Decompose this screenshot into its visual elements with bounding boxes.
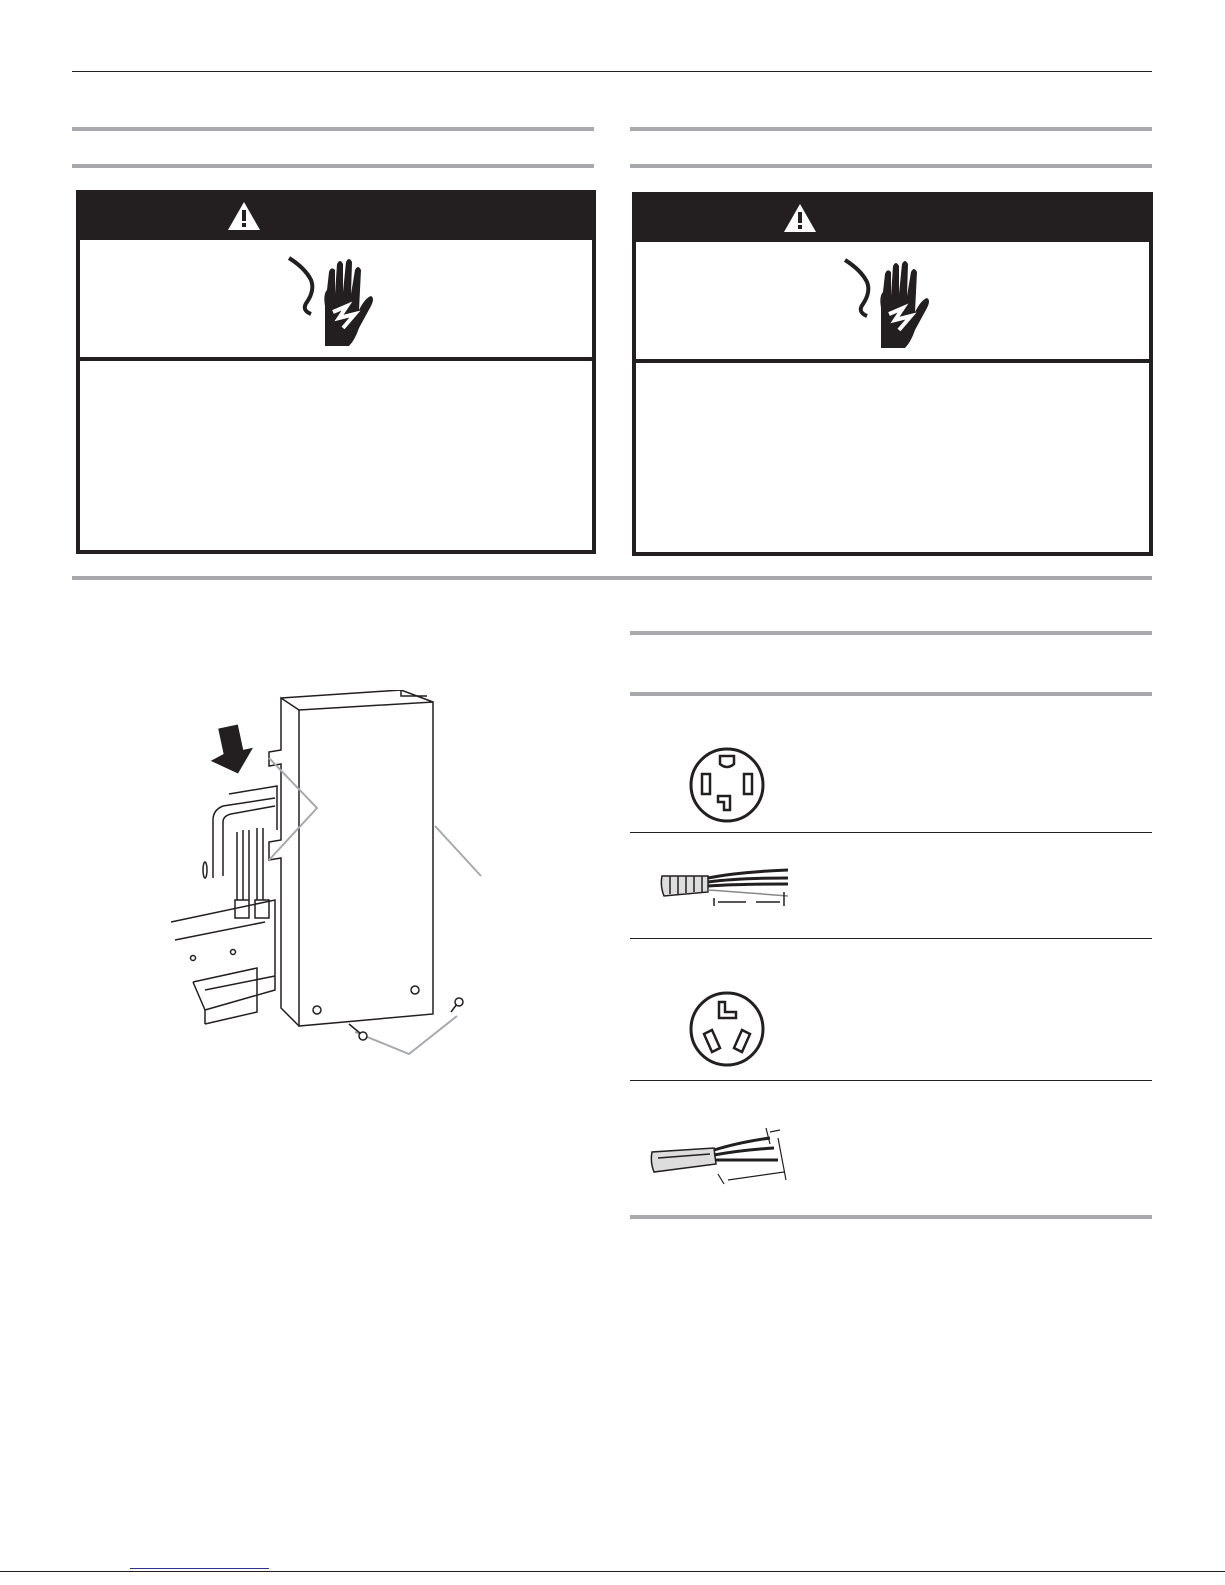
section-rule <box>630 164 1152 168</box>
section-rule <box>630 127 1152 131</box>
footer-link-underline <box>130 1568 269 1569</box>
warning-triangle-icon <box>226 200 262 237</box>
warning-pictogram-row <box>636 242 1149 363</box>
4-wire-receptacle-icon <box>688 746 766 824</box>
4-wire-cable-strip-icon <box>658 862 792 912</box>
section-rule <box>630 631 1152 635</box>
electrical-shock-hand-icon <box>285 254 385 350</box>
header-rule <box>72 71 1152 72</box>
section-rule <box>630 692 1152 696</box>
row-divider <box>630 832 1152 833</box>
warning-box-left <box>76 190 596 554</box>
3-wire-cable-strip-icon <box>650 1122 798 1192</box>
section-rule <box>630 1215 1152 1219</box>
warning-triangle-icon <box>782 202 818 239</box>
section-rule <box>72 127 594 131</box>
row-divider <box>630 1080 1152 1081</box>
warning-box-right <box>632 192 1153 556</box>
3-wire-receptacle-icon <box>688 990 766 1068</box>
warning-header <box>80 194 592 240</box>
electrical-shock-hand-icon <box>841 256 941 352</box>
warning-pictogram-row <box>80 240 592 361</box>
warning-header <box>636 196 1149 242</box>
section-rule <box>72 576 1152 580</box>
section-rule <box>72 164 594 168</box>
row-divider <box>630 938 1152 939</box>
terminal-block-cover-illustration <box>165 690 495 1065</box>
footer-rule <box>0 1571 1225 1572</box>
